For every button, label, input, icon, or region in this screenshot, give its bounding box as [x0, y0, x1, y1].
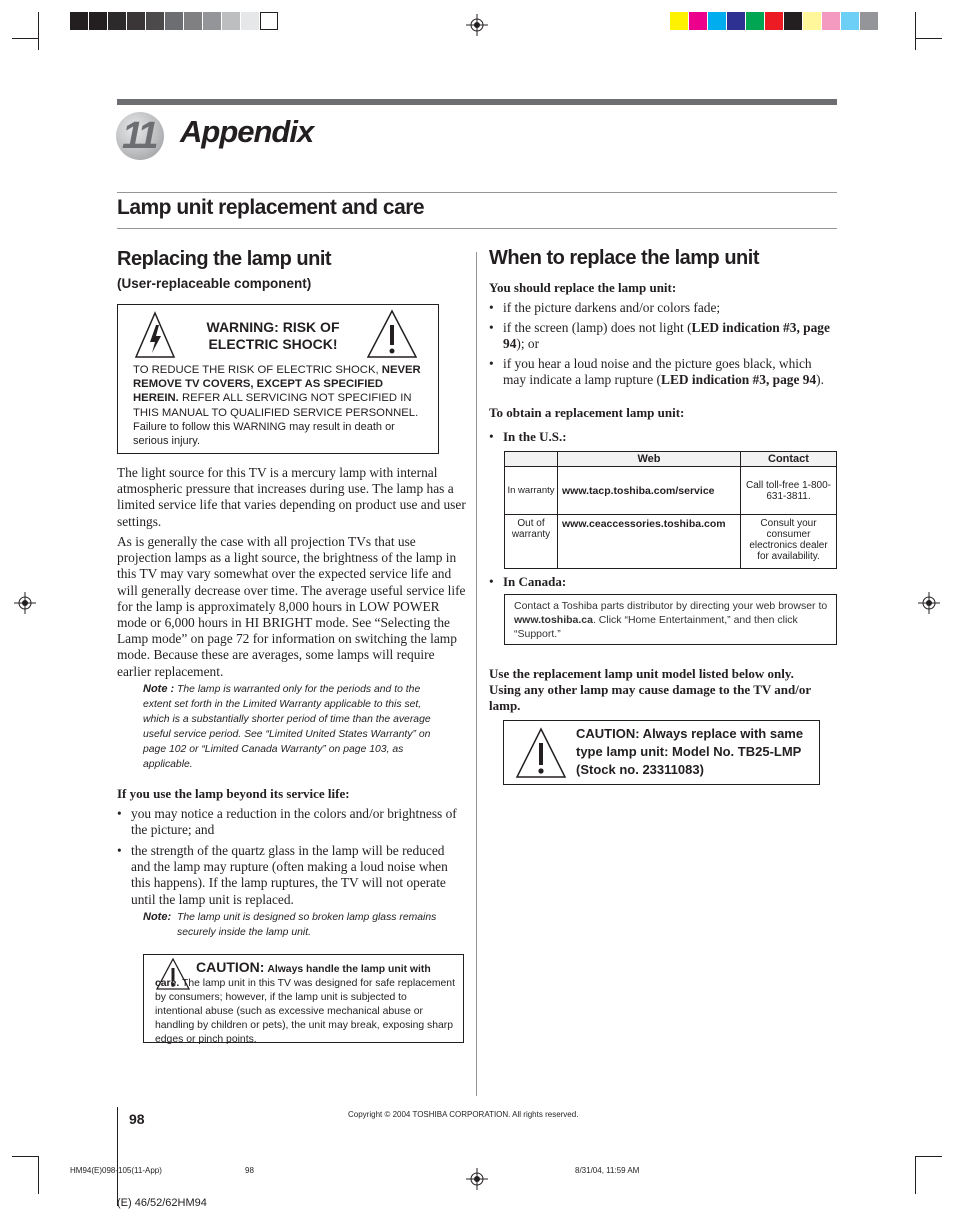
crop-mark [916, 38, 942, 39]
caution-model-text: CAUTION: Always replace with same type lamp unit: Model No. TB25-LMP (Stock no. 23311083) [576, 726, 804, 777]
bullet-no-light-link: LED indication #3, page 94 [503, 320, 830, 352]
note-warranty-text: The lamp is warranted only for the periods and to the extent set forth in the Limited Warranty applicable to this set, which is a substantially shorter period of time than the average useful service period. See “Limited United States Warranty” on page 102 or “Limited Canada Warranty” on page 103, as applicable. [143, 684, 431, 770]
us-label-text: In the U.S.: [503, 429, 567, 444]
registration-target-icon [466, 1168, 488, 1190]
bullet-no-light-text-2: ); or [516, 336, 540, 352]
registration-swatch [184, 12, 202, 30]
table-web-link[interactable]: www.tacp.toshiba.com/service [558, 467, 741, 515]
warning-text [133, 363, 431, 448]
caution-handling-text [155, 960, 455, 1047]
table-header-cell [505, 452, 558, 467]
registration-swatch [222, 12, 240, 30]
table-header-cell: Contact [741, 452, 837, 467]
chapter-rule [117, 99, 837, 105]
canada-info-text [514, 599, 830, 641]
replacement-lamp-table [504, 451, 837, 569]
note-label: Note: [143, 911, 172, 923]
bullet-rupture-text-2: ). [816, 372, 824, 388]
caution-body: The lamp unit in this TV was designed for safe replacement by consumers; however, if the lamp unit is subjected to intentional abuse (such as excessive mechanical abuse or handling by children or pets), the unit may break, exposing sharp edges or pinch points. [155, 978, 455, 1045]
registration-swatch [708, 12, 726, 30]
right-column-title: When to replace the lamp unit [489, 247, 759, 269]
crop-mark [38, 1156, 39, 1194]
note-warranty [143, 682, 448, 772]
slug-file: HM94(E)098-105(11-App) [70, 1166, 162, 1175]
canada-web-link[interactable]: www.toshiba.ca [514, 614, 593, 626]
registration-swatch [165, 12, 183, 30]
slug-date: 8/31/04, 11:59 AM [575, 1166, 640, 1175]
section-title: Lamp unit replacement and care [117, 196, 425, 219]
section-divider-bottom [117, 228, 837, 229]
should-replace-heading: You should replace the lamp unit: [489, 280, 677, 295]
bullet-darkens-text: if the picture darkens and/or colors fade; [503, 300, 721, 315]
model-line: (E) 46/52/62HM94 [117, 1197, 207, 1209]
warning-text-2: NEVER REMOVE TV COVERS, EXCEPT AS SPECIFIED HEREIN. [133, 364, 421, 405]
canada-text-1: Contact a Toshiba parts distributor by directing your web browser to [514, 600, 828, 612]
exclamation-warning-icon [515, 727, 567, 779]
obtain-heading: To obtain a replacement lamp unit: [489, 405, 685, 420]
list-item: • if the screen (lamp) does not light (LED indication #3, page 94); or [489, 320, 830, 352]
registration-swatch [70, 12, 88, 30]
bullet-no-light-text-1: if the screen (lamp) does not light ( [503, 320, 692, 335]
registration-swatch [689, 12, 707, 30]
electric-shock-warning-icon [134, 311, 176, 359]
registration-swatch [108, 12, 126, 30]
table-header-row [505, 452, 837, 467]
crop-mark [38, 12, 39, 50]
table-row-label: Out of warranty [505, 515, 558, 569]
table-web-link[interactable]: www.ceaccessories.toshiba.com [558, 515, 741, 569]
section-divider-top [117, 192, 837, 193]
table-header-cell: Web [558, 452, 741, 467]
note-lamp-glass [143, 910, 448, 940]
registration-swatch [822, 12, 840, 30]
list-item: • if you hear a loud noise and the picture goes black, which may indicate a lamp rupture (LED indication #3, page 94). [489, 356, 824, 388]
list-item: • you may notice a reduction in the colors and/or brightness of the picture; and [117, 806, 457, 838]
note-lamp-glass-text: The lamp unit is designed so broken lamp glass remains securely inside the lamp unit. [177, 912, 437, 938]
paragraph-light-source: The light source for this TV is a mercury lamp with internal atmospheric pressure that increases during use. The lamp has a limited service life that varies depending on product use and user settings. [117, 465, 466, 529]
crop-mark [916, 1156, 942, 1157]
caution-box-model [503, 720, 820, 785]
registration-swatch [803, 12, 821, 30]
registration-swatch [146, 12, 164, 30]
us-label: • In the U.S.: [489, 429, 567, 444]
warning-heading-line1: WARNING: RISK OF [206, 319, 340, 335]
caution-lead: Always handle the lamp unit with care. [155, 964, 431, 989]
list-item: • the strength of the quartz glass in the lamp will be reduced and the lamp may rupture (often making a loud noise when this happens). If the lamp ruptures, the TV will not operate until the lamp unit is replaced. [117, 843, 448, 907]
registration-swatch [127, 12, 145, 30]
bullet-rupture-text-1: if you hear a loud noise and the picture goes black, which may indicate a lamp rupture ( [503, 356, 812, 388]
warning-box [117, 304, 439, 454]
warning-text-1: TO REDUCE THE RISK OF ELECTRIC SHOCK, [133, 364, 382, 376]
chapter-number-badge [116, 112, 164, 160]
registration-swatch [765, 12, 783, 30]
crop-mark [12, 1156, 38, 1157]
warning-text-3: REFER ALL SERVICING NOT SPECIFIED IN THIS MANUAL TO QUALIFIED SERVICE PERSONNEL. [133, 392, 419, 419]
crop-mark [12, 38, 38, 39]
registration-swatch [784, 12, 802, 30]
list-item: • if the picture darkens and/or colors fade; [489, 300, 721, 315]
warning-heading [184, 319, 362, 353]
left-column-subtitle: (User-replaceable component) [117, 276, 312, 291]
note-label: Note : [143, 683, 175, 695]
beyond-service-life-heading: If you use the lamp beyond its service life: [117, 786, 350, 801]
bullet-rupture-link: LED indication #3, page 94 [661, 372, 817, 388]
table-row [505, 467, 837, 515]
canada-label: • In Canada: [489, 574, 567, 589]
warning-heading-line2: ELECTRIC SHOCK! [208, 336, 338, 352]
chapter-number: 11 [122, 115, 156, 157]
canada-text-2: . Click “Home Entertainment,” and then click “Support.” [514, 614, 798, 640]
registration-swatch [746, 12, 764, 30]
registration-target-icon [14, 592, 36, 614]
table-row-label: In warranty [505, 467, 558, 515]
registration-target-icon [466, 14, 488, 36]
caution-label: CAUTION: [196, 959, 265, 975]
column-divider [476, 252, 477, 1096]
canada-label-text: In Canada: [503, 574, 567, 589]
table-row [505, 515, 837, 569]
registration-swatch [841, 12, 859, 30]
registration-swatch [89, 12, 107, 30]
bullet-colors-text: you may notice a reduction in the colors and/or brightness of the picture; and [131, 806, 457, 838]
registration-target-icon [918, 592, 940, 614]
registration-swatch [860, 12, 878, 30]
model-only-note: Use the replacement lamp unit model listed below only. Using any other lamp may cause damage to the TV and/or lamp. [489, 666, 811, 713]
registration-swatch [727, 12, 745, 30]
chapter-title: Appendix [180, 114, 314, 149]
canada-info-box [504, 594, 837, 645]
page-number: 98 [129, 1111, 145, 1127]
caution-box-handling [143, 954, 464, 1043]
crop-mark [915, 1156, 916, 1194]
footer-rule [117, 1107, 118, 1206]
registration-swatch [203, 12, 221, 30]
registration-swatch [260, 12, 278, 30]
slug-page: 98 [245, 1166, 254, 1175]
paragraph-brightness: As is generally the case with all projection TVs that use projection lamps as a light source, the brightness of the lamp in this TV may vary somewhat over the expected service life and will generally decrease over time. The average useful service life for the lamp is approximately 8,000 hours in LOW POWER mode or 6,000 hours in HI BRIGHT mode. See “Selecting the Lamp mode” on page 72 for information on switching the lamp mode. Because these are averages, some lamps will require earlier replacement. [117, 534, 466, 679]
copyright: Copyright © 2004 TOSHIBA CORPORATION. All rights reserved. [348, 1110, 579, 1119]
bullet-quartz-text: the strength of the quartz glass in the lamp will be reduced and the lamp may rupture (often making a loud noise when this happens). If the lamp ruptures, the TV will not operate until the lamp unit is replaced. [131, 843, 448, 907]
exclamation-warning-icon [366, 309, 418, 359]
left-column-title: Replacing the lamp unit [117, 248, 332, 270]
registration-swatch [670, 12, 688, 30]
table-contact: Call toll-free 1-800-631-3811. [741, 467, 837, 515]
warning-text-4: Failure to follow this WARNING may result in death or serious injury. [133, 420, 395, 448]
crop-mark [915, 12, 916, 50]
registration-swatch [241, 12, 259, 30]
table-contact: Consult your consumer electronics dealer for availability. [741, 515, 837, 569]
